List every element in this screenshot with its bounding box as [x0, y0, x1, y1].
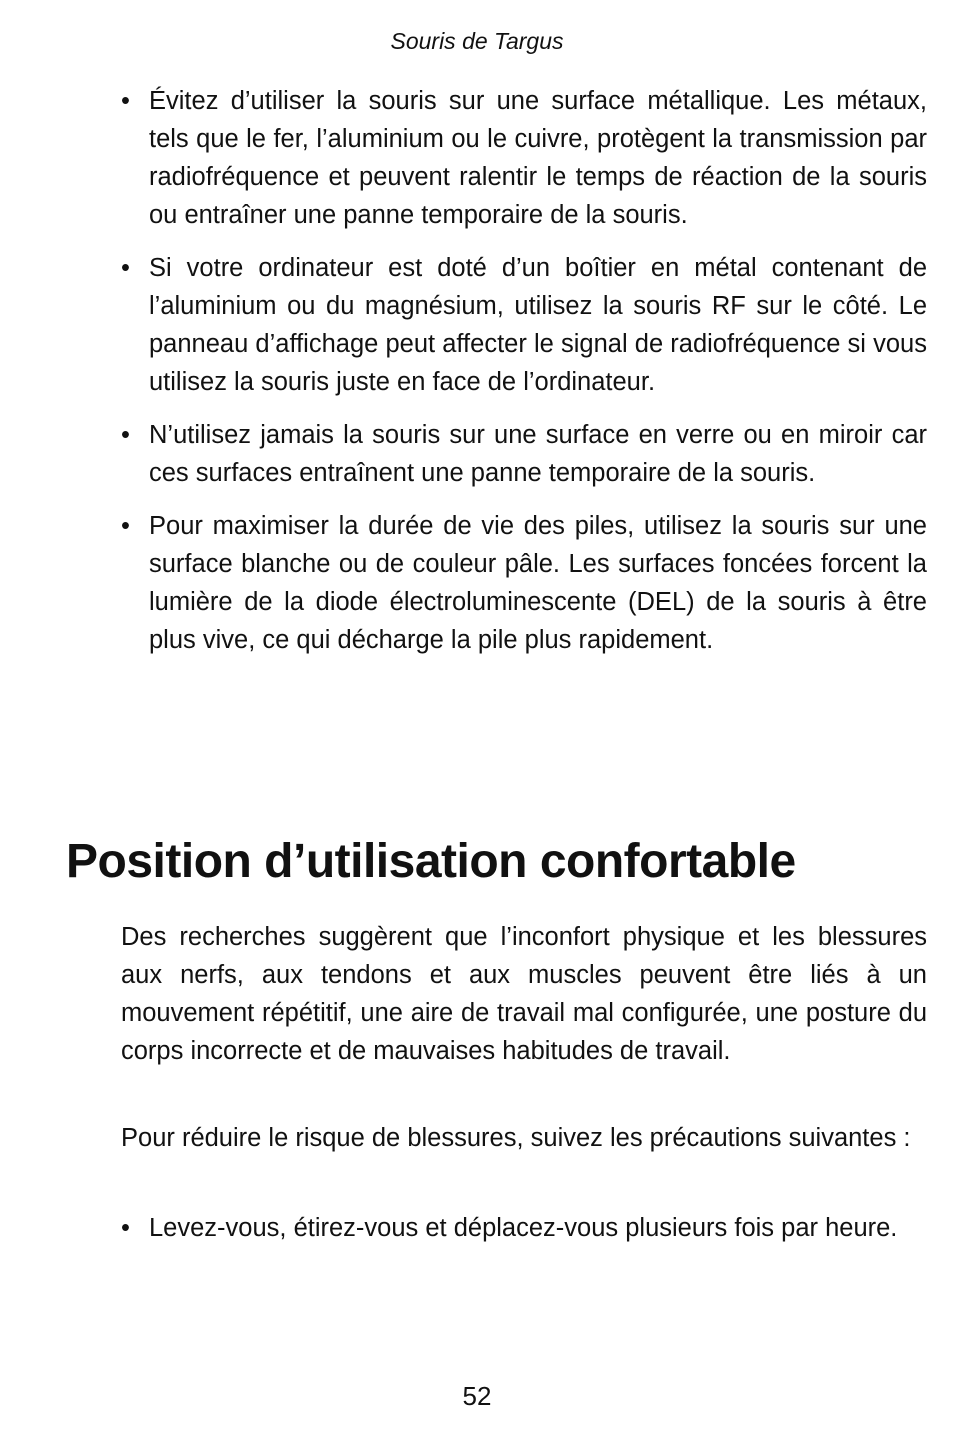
running-header: Souris de Targus — [390, 28, 564, 54]
list-item — [121, 416, 927, 492]
list-item — [121, 249, 927, 401]
list-item — [121, 1209, 927, 1247]
bullet-icon: • — [121, 87, 130, 115]
section-heading: Position d’utilisation confortable — [66, 835, 796, 888]
list-item-text: N’utilisez jamais la souris sur une surface en verre ou en miroir car ces surfaces entraînent une panne temporaire de la souris. — [149, 421, 927, 487]
bullet-icon: • — [121, 1214, 130, 1242]
bullet-icon: • — [121, 421, 130, 449]
page-number: 52 — [462, 1381, 492, 1411]
body-paragraph: Pour réduire le risque de blessures, suivez les précautions suivantes : — [121, 1124, 911, 1152]
body-paragraph: Des recherches suggèrent que l’inconfort physique et les blessures aux nerfs, aux tendons et aux muscles peuvent être liés à un mouvement répétitif, une aire de travail mal configurée, une posture du corps incorrecte et de mauvaises habitudes de travail. — [121, 923, 927, 1065]
list-item — [121, 82, 927, 234]
list-item — [121, 507, 927, 659]
bullet-icon: • — [121, 254, 130, 282]
precautions-list — [121, 82, 927, 674]
bullet-icon: • — [121, 512, 130, 540]
list-item-text: Si votre ordinateur est doté d’un boîtier en métal contenant de l’aluminium ou du magnésium, utilisez la souris RF sur le côté. Le panneau d’affichage peut affecter le signal de radiofréquence si vous utilisez la souris juste en face de l’ordinateur. — [149, 254, 927, 396]
ergonomics-list — [121, 1209, 927, 1262]
list-item-text: Évitez d’utiliser la souris sur une surface métallique. Les métaux, tels que le fer, l’aluminium ou le cuivre, protègent la transmission par radiofréquence et peuvent ralentir le temps de réaction de la souris ou entraîner une panne temporaire de la souris. — [149, 87, 927, 229]
list-item-text: Levez-vous, étirez-vous et déplacez-vous plusieurs fois par heure. — [149, 1214, 898, 1242]
list-item-text: Pour maximiser la durée de vie des piles, utilisez la souris sur une surface blanche ou de couleur pâle. Les surfaces foncées forcent la lumière de la diode électroluminescente (DEL) de la souris à être plus vive, ce qui décharge la pile plus rapidement. — [149, 512, 927, 654]
